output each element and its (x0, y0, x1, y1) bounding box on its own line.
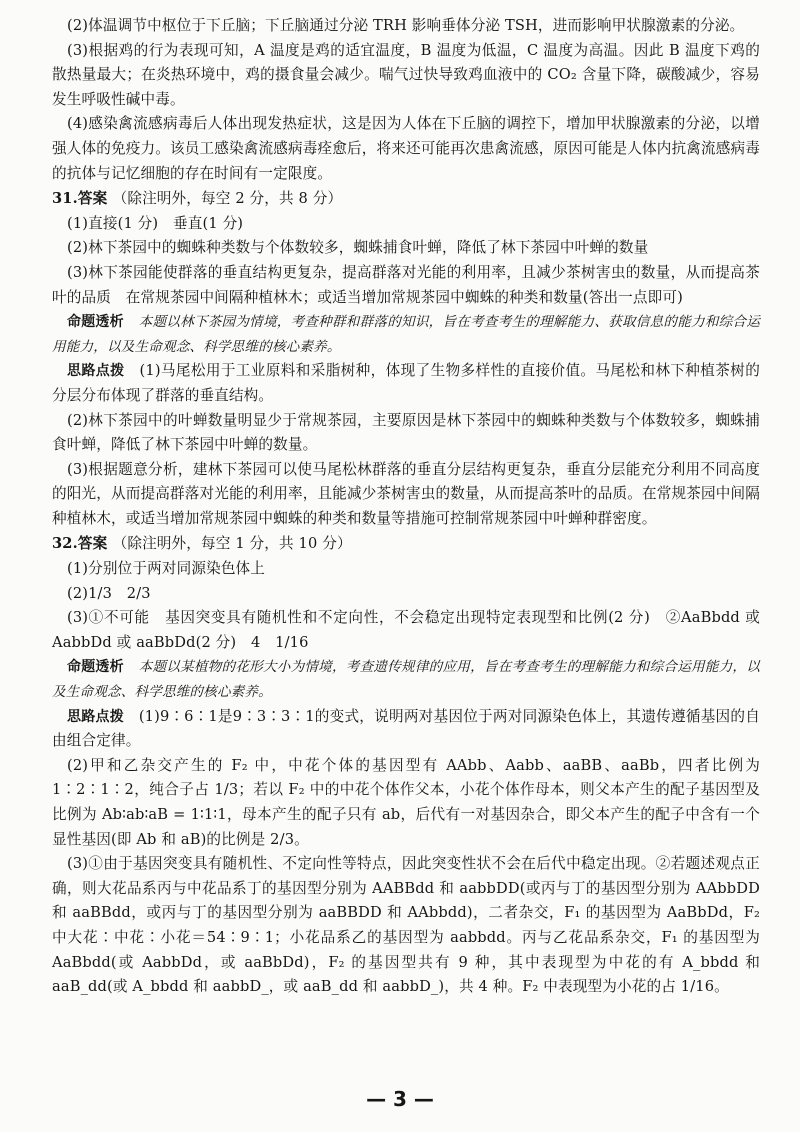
q31-tips-label: 思路点拨 (67, 363, 125, 380)
q31-answer-header (52, 187, 760, 212)
q30-answer-part4: (4)感染禽流感病毒后人体出现发热症状，这是因为人体在下丘脑的调控下，增加甲状腺激素的分泌，以增强人体的免疫力。该员工感染禽流感病毒痊愈后，将来还可能再次患禽流感，原因可能是人体内抗禽流感病毒的抗体与记忆细胞的存在时间有一定限度。 (52, 115, 760, 182)
q30-answer-part2: (2)体温调节中枢位于下丘脑；下丘脑通过分泌 TRH 影响垂体分泌 TSH，进而影响甲状腺激素的分泌。 (67, 17, 745, 34)
q32-intent-label: 命题透析 (67, 659, 124, 676)
q31-answer-label: 答案 (77, 190, 108, 208)
q31-intent-label: 命题透析 (67, 314, 124, 331)
page-number: — 3 — (366, 1087, 434, 1111)
q31-tip-2: (2)林下茶园中的叶蝉数量明显少于常规茶园，主要原因是林下茶园中的蜘蛛种类数与个体数较多，蜘蛛捕食叶蝉，降低了林下茶园中叶蝉的数量。 (52, 411, 760, 454)
answer-key-body (52, 14, 760, 1000)
q32-answer-1: (1)分别位于两对同源染色体上 (67, 560, 266, 578)
q32-intent-text: 本题以某植物的花形大小为情境，考查遗传规律的应用，旨在考查考生的理解能力和综合运用能力，以及生命观念、科学思维的核心素养。 (52, 659, 760, 701)
q31-tip-1-text: (1)马尾松用于工业原料和采脂树种，体现了生物多样性的直接价值。马尾松和林下种植茶树的分层分布体现了群落的垂直结构。 (52, 362, 760, 404)
q32-answer-3: (3)①不可能 基因突变具有随机性和不定向性，不会稳定出现特定表现型和比例(2 分) ②AaBbdd 或 AabbDd 或 aaBbDd(2 分) 4 1/16 (52, 609, 760, 651)
q32-answer-header (52, 532, 760, 557)
q32-answer-2: (2)1/3 2/3 (67, 584, 151, 602)
q31-answer-3: (3)林下茶园能使群落的垂直结构更复杂，提高群落对光能的利用率，且减少茶树害虫的数量，从而提高茶叶的品质 在常规茶园中间隔种植林木；或适当增加常规茶园中蜘蛛的种类和数量(答出一点即可) (52, 263, 760, 306)
q31-answer-2: (2)林下茶园中的蜘蛛种类数与个体数较多，蜘蛛捕食叶蝉，降低了林下茶园中叶蝉的数量 (67, 239, 649, 257)
q32-answer-label: 答案 (77, 535, 108, 553)
q32-tip-1-text: (1)9∶6∶1是9∶3∶3∶1的变式，说明两对基因位于两对同源染色体上，其遗传遵循基因的自由组合定律。 (52, 707, 760, 750)
q30-answer-part3: (3)根据鸡的行为表现可知，A 温度是鸡的适宜温度，B 温度为低温，C 温度为高温。因此 B 温度下鸡的散热量最大；在炎热环境中，鸡的摄食量会减少。喘气过快导致鸡血液中的 CO₂ 含量下降，碳酸减少，容易发生呼吸性碱中毒。 (52, 41, 760, 108)
q32-tips-label: 思路点拨 (67, 708, 124, 725)
q32-score-note: （除注明外，每空 1 分，共 10 分） (112, 535, 352, 553)
q32-tip-2: (2)甲和乙杂交产生的 F₂ 中，中花个体的基因型有 AAbb、Aabb、aaBB、aaBb，四者比例为 1∶2∶1∶2，纯合子占 1/3；若以 F₂ 中的中花个体作父本，小花个体作母本，则父本产生的配子基因型及比例为 Ab∶ab∶aB = 1∶1∶1，母本产生的配子只有 ab，后代有一对基因杂合，即父本产生的配子中含有一个显性基因(即 Ab 和 aB)的比例是 2/3。 (52, 756, 760, 848)
q32-tip-1 (52, 705, 760, 754)
q31-tip-3: (3)根据题意分析，建林下茶园可以使马尾松林群落的垂直分层结构更复杂，垂直分层能充分利用不同高度的阳光，从而提高群落对光能的利用率，且能减少茶树害虫的数量，从而提高茶叶的品质。在常规茶园中间隔种植林木，或适当增加常规茶园中蜘蛛的种类和数量等措施可控制常规茶园中叶蝉种群密度。 (52, 460, 760, 527)
q31-score-note: （除注明外，每空 2 分，共 8 分） (112, 190, 343, 208)
q32-tip-3: (3)①由于基因突变具有随机性、不定向性等特点，因此突变性状不会在后代中稳定出现。②若题述观点正确，则大花品系丙与中花品系丁的基因型分别为 AABBdd 和 aabbDD(或丙与丁的基因型分别为 AAbbDD 和 aaBBdd，或丙与丁的基因型分别为 aaBBDD 和 AAbbdd)，二者杂交，F₁ 的基因型为 AaBbDd，F₂ 中大花∶中花∶小花＝54∶9∶1；小花品系乙的基因型为 aabbdd。丙与乙花品系杂交，F₁ 的基因型为 AaBbdd(或 AabbDd，或 aaBbDd)，F₂ 的基因型共有 9 种，其中表现型为中花的有 A_bbdd 和 aaB_dd(或 A_bbdd 和 aabbD_，或 aaB_dd 和 aabbD_)，共 4 种。F₂ 中表现型为小花的占 1/16。 (52, 855, 760, 996)
q31-tip-1 (52, 359, 760, 408)
q31-number: 31. (52, 190, 78, 208)
q31-intent-text: 本题以林下茶园为情境，考查种群和群落的知识，旨在考查考生的理解能力、获取信息的能力和综合运用能力，以及生命观念、科学思维的核心素养。 (52, 314, 760, 355)
q31-answer-1: (1)直接(1 分) 垂直(1 分) (67, 214, 244, 232)
q32-intent (52, 655, 760, 704)
q32-number: 32. (52, 535, 78, 553)
q31-intent (52, 310, 760, 359)
